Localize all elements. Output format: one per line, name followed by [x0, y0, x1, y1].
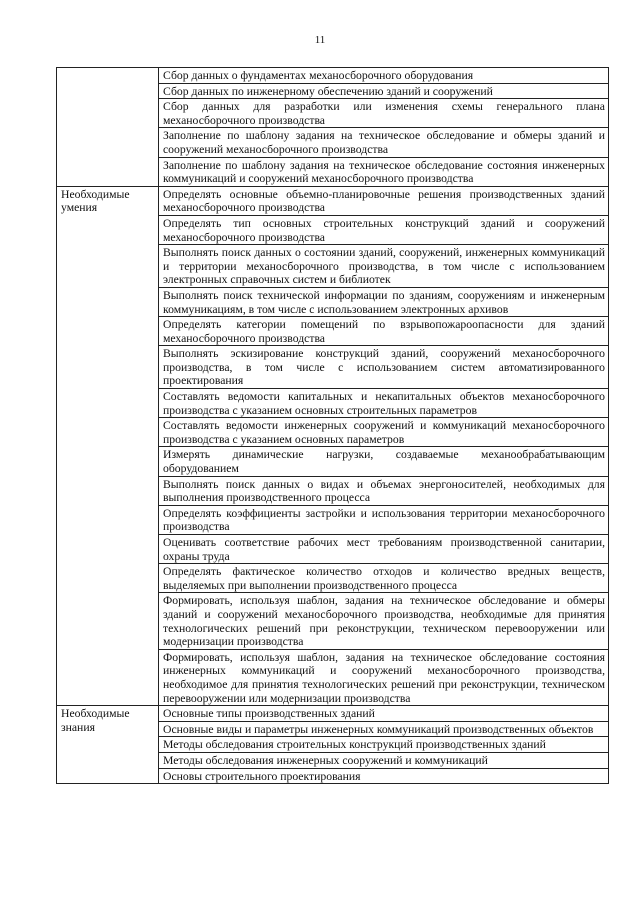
- table-cell: Выполнять поиск данных о состоянии зданий, сооружений, инженерных коммуникаций и территории механосборочного производства, в том числе с использованием электронных справочных систем и библиотек: [159, 245, 609, 288]
- table-cell: Основы строительного проектирования: [159, 768, 609, 784]
- table-cell: Методы обследования строительных конструкций производственных зданий: [159, 737, 609, 753]
- table-row: [57, 706, 609, 722]
- table-cell: Сбор данных по инженерному обеспечению зданий и сооружений: [159, 83, 609, 99]
- table-cell: Сбор данных о фундаментах механосборочного оборудования: [159, 68, 609, 84]
- table-cell: Методы обследования инженерных сооружений и коммуникаций: [159, 752, 609, 768]
- table-cell: Составлять ведомости инженерных сооружений и коммуникаций механосборочного производства с указанием основных параметров: [159, 418, 609, 447]
- table-cell: Определять коэффициенты застройки и использования территории механосборочного производства: [159, 505, 609, 534]
- requirements-table: [56, 67, 609, 784]
- table-cell: Формировать, используя шаблон, задания на техническое обследование состояния инженерных коммуникаций и сооружений механосборочного производства, необходимое для принятия технологических решений при реконструкции, техническом перевооружении или модернизации производства: [159, 649, 609, 705]
- table-cell: Выполнять эскизирование конструкций зданий, сооружений механосборочного производства, в том числе с использованием систем автоматизированного проектирования: [159, 346, 609, 389]
- requirements-table-body: [57, 68, 609, 784]
- table-cell: Определять фактическое количество отходов и количество вредных веществ, выделяемых при выполнении производственного процесса: [159, 564, 609, 593]
- table-cell: Сбор данных для разработки или изменения схемы генерального плана механосборочного производства: [159, 99, 609, 128]
- table-cell: Измерять динамические нагрузки, создаваемые механообрабатывающим оборудованием: [159, 447, 609, 476]
- table-cell: Заполнение по шаблону задания на техническое обследование состояния инженерных коммуникаций и сооружений механосборочного производства: [159, 157, 609, 186]
- table-row: [57, 186, 609, 215]
- section-label: [57, 68, 159, 187]
- page-number: 11: [314, 34, 326, 46]
- table-cell: Выполнять поиск данных о видах и объемах энергоносителей, необходимых для выполнения производственного процесса: [159, 476, 609, 505]
- table-cell: Основные виды и параметры инженерных коммуникаций производственных объектов: [159, 721, 609, 737]
- table-cell: Оценивать соответствие рабочих мест требованиям производственной санитарии, охраны труда: [159, 535, 609, 564]
- table-cell: Выполнять поиск технической информации по зданиям, сооружениям и инженерным коммуникациям, в том числе с использованием электронных архивов: [159, 287, 609, 316]
- table-cell: Определять категории помещений по взрывопожароопасности для зданий механосборочного производства: [159, 317, 609, 346]
- section-label: Необходимые знания: [57, 706, 159, 784]
- table-cell: Определять тип основных строительных конструкций зданий и сооружений механосборочного производства: [159, 215, 609, 244]
- table-cell: Основные типы производственных зданий: [159, 706, 609, 722]
- table-cell: Заполнение по шаблону задания на техническое обследование и обмеры зданий и сооружений механосборочного производства: [159, 128, 609, 157]
- table-row: [57, 68, 609, 84]
- table-cell: Определять основные объемно-планировочные решения производственных зданий механосборочного производства: [159, 186, 609, 215]
- table-cell: Формировать, используя шаблон, задания на техническое обследование и обмеры зданий и сооружений механосборочного производства, необходимые для принятия технологических решений при реконструкции, техническом перевооружении или модернизации производства: [159, 593, 609, 649]
- table-cell: Составлять ведомости капитальных и некапитальных объектов механосборочного производства с указанием основных строительных параметров: [159, 389, 609, 418]
- section-label: Необходимые умения: [57, 186, 159, 705]
